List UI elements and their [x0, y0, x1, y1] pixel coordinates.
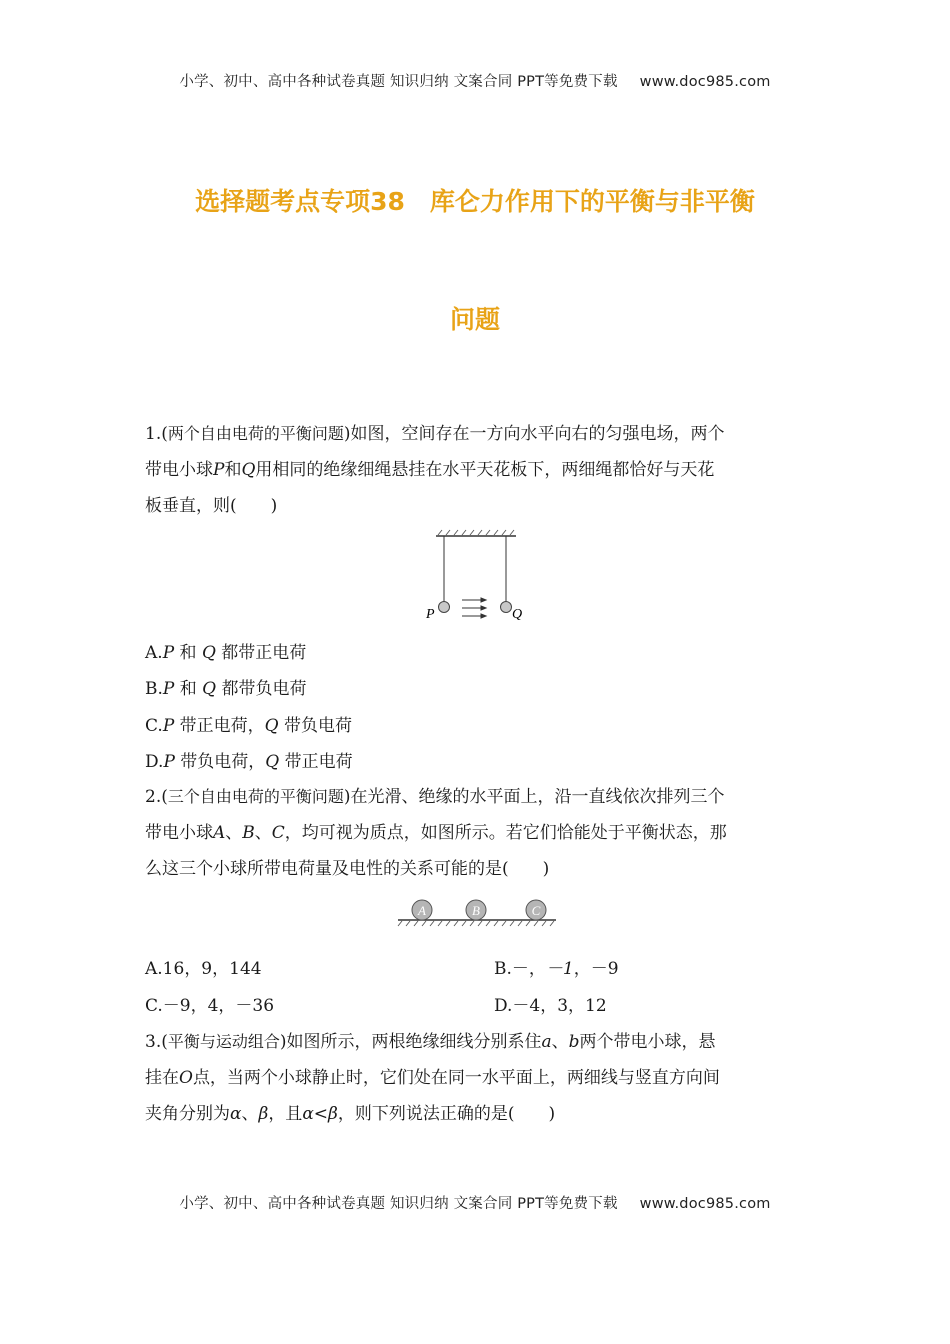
- q3-topic-tag: 平衡与运动组合: [167, 1032, 280, 1051]
- label-c: C: [531, 903, 541, 918]
- q1-figure: [420, 528, 540, 628]
- question-3-stem: 3.(平衡与运动组合)如图所示，两根绝缘细线分别系住a、b两个带电小球，悬 挂在O点，当两个小球静止时，它们处在同一水平面上，两细线与竖直方向间 夹角分别为α、β，且α<β，则下列说法正确的是( ): [145, 1032, 720, 1124]
- header-site-link[interactable]: www.doc985.com: [639, 74, 771, 90]
- question-2-stem: 2.(三个自由电荷的平衡问题)在光滑、绝缘的水平面上，沿一直线依次排列三个 带电小球A、B、C，均可视为质点，如图所示。若它们恰能处于平衡状态，那 么这三个小球所带电荷量及电性的关系可能的是( ): [145, 787, 727, 879]
- label-a: A: [418, 903, 426, 918]
- ball-p: [439, 602, 450, 613]
- q2-topic-tag: 三个自由电荷的平衡问题: [167, 787, 344, 806]
- q2-option-d[interactable]: D.－4，3，12: [494, 996, 607, 1016]
- label-b: B: [472, 903, 480, 918]
- q2-option-a[interactable]: A.16，9，144: [145, 959, 262, 979]
- label-q: Q: [512, 607, 523, 622]
- header-text: 小学、初中、高中各种试卷真题 知识归纳 文案合同 PPT等免费下载: [179, 74, 618, 90]
- page-header: [0, 70, 950, 91]
- q2-option-b[interactable]: B.－，－1，－9: [494, 959, 619, 979]
- question-1-stem: 1.(两个自由电荷的平衡问题)如图，空间存在一方向水平向右的匀强电场，两个 带电小球P和Q用相同的绝缘细绳悬挂在水平天花板下，两细绳都恰好与天花 板垂直，则( ): [145, 424, 725, 516]
- field-arrows: [462, 598, 486, 618]
- q1-option-c[interactable]: C.P 带正电荷，Q 带负电荷: [145, 716, 353, 736]
- footer-text: 小学、初中、高中各种试卷真题 知识归纳 文案合同 PPT等免费下载: [179, 1196, 618, 1212]
- q1-topic-tag: 两个自由电荷的平衡问题: [167, 424, 344, 443]
- ball-q: [501, 602, 512, 613]
- q1-option-b[interactable]: B.P 和 Q 都带负电荷: [145, 679, 307, 699]
- page-title-line2: 问题: [449, 305, 500, 334]
- q2-figure: [396, 896, 558, 930]
- q2-option-c[interactable]: C.－9，4，－36: [145, 996, 275, 1016]
- ceiling-hatch: [438, 530, 514, 535]
- ground-hatch: [398, 921, 554, 926]
- page-title-line1: 选择题考点专项38 库仑力作用下的平衡与非平衡: [195, 187, 755, 216]
- q1-option-a[interactable]: A.P 和 Q 都带正电荷: [145, 643, 307, 663]
- footer-site-link[interactable]: www.doc985.com: [639, 1196, 771, 1212]
- label-p: P: [426, 607, 435, 622]
- page-footer: [0, 1192, 950, 1213]
- q1-option-d[interactable]: D.P 带负电荷，Q 带正电荷: [145, 752, 353, 772]
